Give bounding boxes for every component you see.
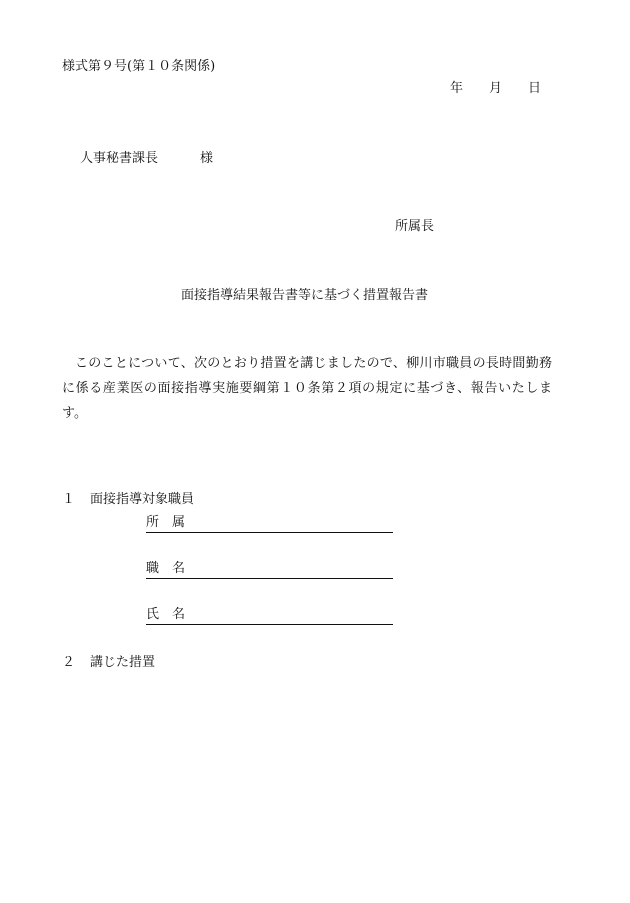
month-label: 月 [489,81,503,96]
name-label-char-2: 名 [172,607,186,622]
section-1-title: 面接指導対象職員 [90,492,195,507]
sender-title: 所属長 [395,219,435,234]
position-label [146,562,185,575]
document-title: 面接指導結果報告書等に基づく措置報告書 [181,288,429,303]
day-label: 日 [528,81,542,96]
year-label: 年 [450,81,464,96]
section-2-title: 講じた措置 [90,655,156,670]
name-label-char-1: 氏 [146,607,160,622]
section-2-number: ２ [62,655,76,670]
section-1-heading [62,493,194,506]
position-label-char-2: 名 [172,561,186,576]
position-label-char-1: 職 [146,561,160,576]
position-field[interactable] [146,558,393,579]
name-label [146,608,185,621]
affiliation-label-char-2: 属 [172,515,186,530]
affiliation-label [146,516,185,529]
addressee-honorific: 様 [200,151,214,166]
section-1-number: １ [62,492,76,507]
name-field[interactable] [146,604,393,625]
form-number: 様式第９号(第１０条関係) [62,59,216,74]
addressee [80,152,213,165]
affiliation-label-char-1: 所 [146,515,160,530]
document-body: このことについて、次のとおり措置を講じましたので、柳川市職員の長時間勤務に係る産業医の面接指導実施要綱第１０条第２項の規定に基づき、報告いたします。 [62,356,552,421]
addressee-title: 人事秘書課長 [80,151,159,166]
affiliation-field[interactable] [146,512,393,533]
date-line [450,82,541,95]
section-2-heading [62,656,155,669]
